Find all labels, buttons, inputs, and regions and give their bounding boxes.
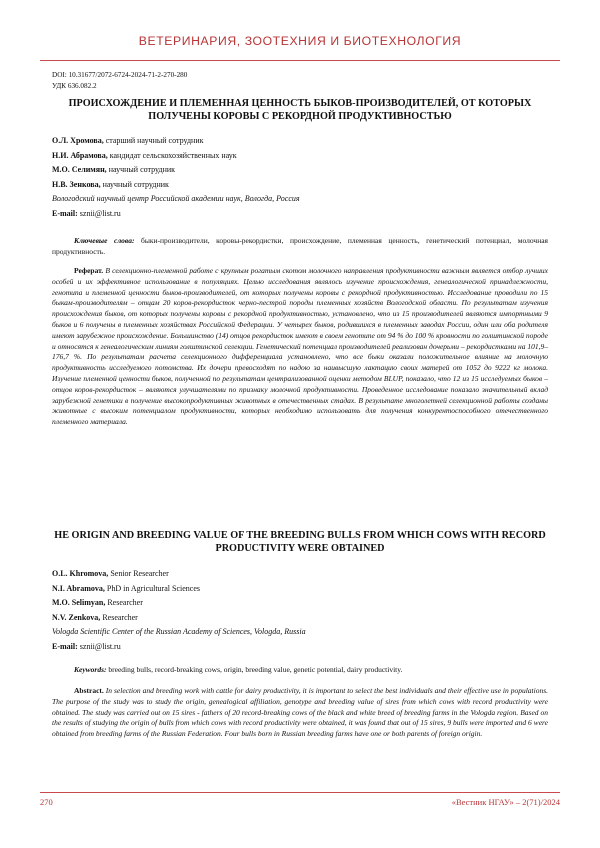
en-author: M.O. Selimyan, Researcher [52,598,143,607]
en-title: HE ORIGIN AND BREEDING VALUE OF THE BREEDING BULLS FROM WHICH COWS WITH RECORD PRODUCTIVITY WERE OBTAINED [54,530,546,554]
ru-author: Н.В. Зенкова, научный сотрудник [52,179,169,189]
en-keywords: Keywords: breeding bulls, record-breaking cows, origin, breeding value, genetic potential, dairy productivity. [74,665,403,674]
ru-author: М.О. Селимян, научный сотрудник [52,165,176,174]
footer-divider [40,792,560,793]
ru-author: Н.И. Абрамова, кандидат сельскохозяйственных наук [52,150,237,160]
ru-affiliation: Вологодский научный центр Российской академии наук, Вологда, Россия [52,194,300,203]
header-divider [40,60,560,61]
en-author: O.L. Khromova, Senior Researcher [52,569,169,578]
ru-authors [52,134,300,221]
ru-abstract: Реферат. В селекционно-племенной работе с крупным рогатым скотом молочного направления продуктивности важным является отбор лучших особей и их эффективное использование в популяциях. Целью исследования являлось изучение происхождения, генеалогической принадлежности, генотипа и племенной ценности быков-производителей, от которых получены коровы с рекордной продуктивностью. Исследование проводили по 15 быкам-производителям – отцам 20 коров-рекордисток черно-пестрой породы племенных хозяйств Вологодской области. По результатам изучения происхождения быков, от которых получены коровы с рекордной продуктивностью, установлено, что из 15 производителей являются импортными 9 быков и 6 получены в племенных хозяйствах Российской Федерации. У четырех быков, родившихся в племенных заводах России, один или оба родителя имеют зарубежное происхождение. Большинство (14) отцов рекордисток имеют в своем генотипе от 94 % до 100 % кровности по голштинской породе и относятся к генеалогическим линиям голштинской селекции. Генетический потенциал производителей реализован дочерьми – рекордистками на 101,9–176,7 %. По результатам расчета селекционного дифференциала установлено, что все быки оказали положительное влияние на молочную продуктивность исследуемого потомства. Их дочери превосходят по надою за наивысшую лактацию своих матерей от 1052 до 9222 кг молока. Изучение племенной ценности быков, полученной по результатам централизованной оценки методом BLUP, показало, что 12 из 15 исследуемых быков – отцов коров-рекордисток – являются улучшателями по признаку молочной продуктивности. Проведенное исследование показало значительный вклад зарубежной генетики в получение высокопродуктивных животных в отечественных стадах. В результате многолетней селекционной работы созданы животные с высоким потенциалом продуктивности, которых необходимо использовать для получения конкурентоспособного отечественного племенного материала. [52,266,548,427]
journal-issue: «Вестник НГАУ» – 2(71)/2024 [451,797,560,807]
journal-section-header: ВЕТЕРИНАРИЯ, ЗООТЕХНИЯ И БИОТЕХНОЛОГИЯ [138,34,462,48]
udk: УДК 636.082.2 [52,82,97,90]
en-abstract: Abstract. In selection and breeding work with cattle for dairy productivity, it is important to select the best individuals and their effective use in populations. The purpose of the study was to study the origin, genealogical affiliation, genotype and breeding value of sires from which cows with record productivity were obtained. The study was carried out on 15 sires - fathers of 20 record-breaking cows of the black and white breed of breeding farms in the Vologda region. Based on the results of studying the origin of bulls from which cows with record productivity were obtained, it was found that out of 15 sires, 9 bulls were imported and 6 were obtained from breeding farms of the Russian Federation. Four bulls born in Russian breeding farms have one or both parents of foreign origin. [52,686,548,739]
en-author: N.V. Zenkova, Researcher [52,612,138,622]
ru-author: О.Л. Хромова, старший научный сотрудник [52,136,204,145]
ru-email[interactable]: E-mail: szniі@list.ru [52,208,121,218]
en-email[interactable]: E-mail: szniі@list.ru [52,641,121,651]
en-affiliation: Vologda Scientific Center of the Russian Academy of Sciences, Vologda, Russia [52,627,306,636]
ru-keywords: Ключевые слова: быки-производители, коровы-рекордистки, происхождение, племенная ценность, генетический потенциал, молочная продуктивность. [52,236,548,256]
doi[interactable]: DOI: 10.31677/2072-6724-2024-71-2-270-280 [52,71,188,79]
page-number: 270 [40,797,53,807]
en-authors [52,567,306,654]
en-author: N.I. Abramova, PhD in Agricultural Sciences [52,583,200,593]
ru-title: ПРОИСХОЖДЕНИЕ И ПЛЕМЕННАЯ ЦЕННОСТЬ БЫКОВ-ПРОИЗВОДИТЕЛЕЙ, ОТ КОТОРЫХ ПОЛУЧЕНЫ КОРОВЫ С РЕКОРДНОЙ ПРОДУКТИВНОСТЬЮ [68,98,532,122]
